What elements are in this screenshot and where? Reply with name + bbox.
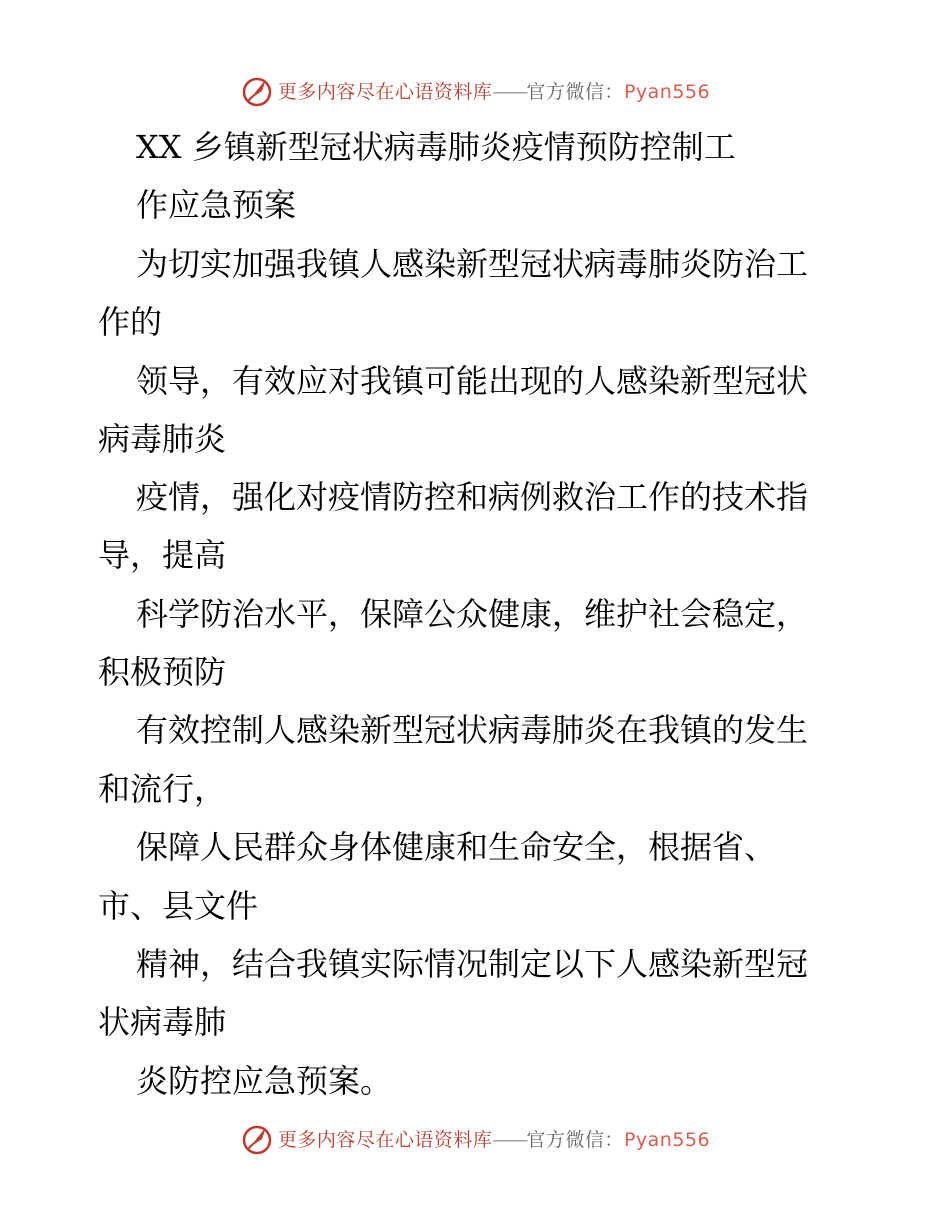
paragraph-line: 保障人民群众身体健康和生命安全，根据省、 (136, 828, 777, 866)
title-line-1: XX 乡镇新型冠状病毒肺炎疫情预防控制工 (136, 128, 736, 166)
paragraph-line: 为切实加强我镇人感染新型冠状病毒肺炎防治工 (136, 245, 809, 283)
quill-pen-logo-icon (240, 1121, 274, 1155)
header-banner (0, 70, 950, 110)
paragraph-line: 精神，结合我镇实际情况制定以下人感染新型冠 (136, 945, 809, 983)
header-main-text: 更多内容尽在心语资料库 (277, 80, 493, 103)
paragraph-line: 市、县文件 (98, 887, 259, 925)
header-wechat-id: Pyan556 (623, 80, 711, 103)
paragraph-line: 科学防治水平，保障公众健康，维护社会稳定， (136, 595, 809, 633)
footer-label: 官方微信： (526, 1128, 624, 1151)
footer-main-text: 更多内容尽在心语资料库 (277, 1128, 493, 1151)
header-dash: —— (492, 80, 527, 103)
footer-banner (0, 1118, 950, 1158)
paragraph-line: 领导，有效应对我镇可能出现的人感染新型冠状 (136, 362, 809, 400)
paragraph-line: 积极预防 (98, 653, 227, 691)
paragraph-line: 和流行， (98, 770, 227, 808)
paragraph-line: 有效控制人感染新型冠状病毒肺炎在我镇的发生 (136, 711, 809, 749)
paragraph-line: 导，提高 (98, 536, 227, 574)
paragraph-line: 疫情，强化对疫情防控和病例救治工作的技术指 (136, 478, 809, 516)
paragraph-line: 炎防控应急预案。 (136, 1062, 393, 1100)
paragraph-line: 作的 (98, 303, 163, 341)
paragraph-line: 状病毒肺 (98, 1003, 227, 1041)
footer-wechat-id: Pyan556 (623, 1128, 711, 1151)
title-line-2: 作应急预案 (136, 186, 297, 224)
footer-dash: —— (492, 1128, 527, 1151)
footer-text (278, 1125, 710, 1152)
quill-pen-logo-icon (240, 73, 274, 107)
paragraph-line: 病毒肺炎 (98, 420, 227, 458)
header-text (278, 77, 710, 104)
header-label: 官方微信： (526, 80, 624, 103)
